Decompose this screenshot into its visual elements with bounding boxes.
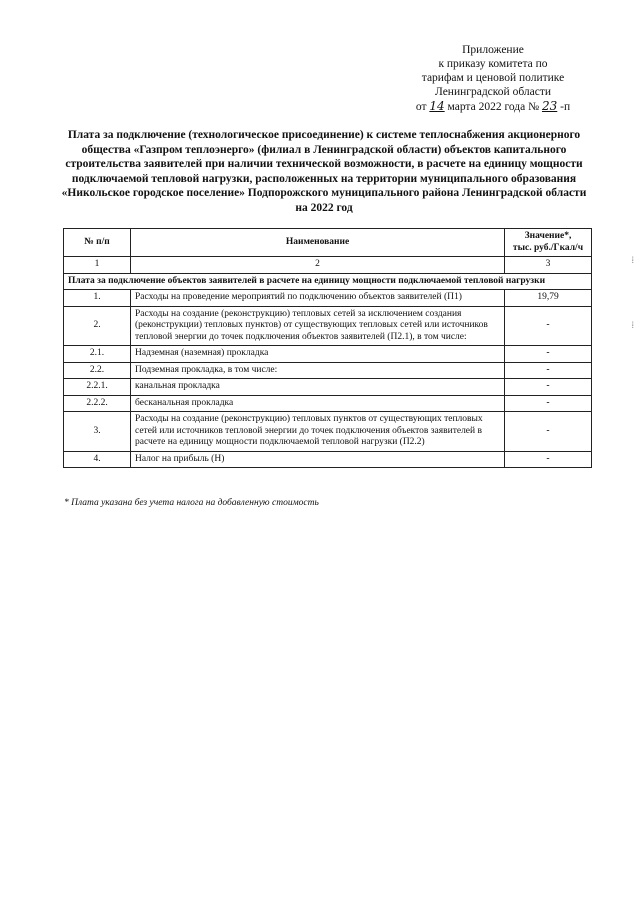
table-row [64, 451, 592, 468]
table-row [64, 362, 592, 379]
row-value: 19,79 [505, 290, 592, 307]
appendix-line: тарифам и ценовой политике [421, 72, 565, 84]
row-name: Расходы на создание (реконструкцию) тепловых пунктов от существующих тепловых сетей или источников тепловой энергии до точек подключения объектов заявителей в расчете на единицу мощности подключаемой тепловой нагрузки (П2.2) [131, 412, 505, 452]
row-value: - [505, 362, 592, 379]
table-row [64, 306, 592, 346]
row-value: - [505, 395, 592, 412]
section-title: Плата за подключение объектов заявителей в расчете на единицу мощности подключаемой тепловой нагрузки [64, 273, 592, 290]
table-row [64, 379, 592, 396]
row-name: бесканальная прокладка [131, 395, 505, 412]
column-number: 3 [505, 257, 592, 274]
row-name: канальная прокладка [131, 379, 505, 396]
row-num: 2.2.2. [64, 395, 131, 412]
footnote: * Плата указана без учета налога на добавленную стоимость [64, 498, 319, 508]
row-num: 2.1. [64, 346, 131, 363]
row-value: - [505, 412, 592, 452]
column-number-row [64, 257, 592, 274]
row-value: - [505, 346, 592, 363]
row-num: 2. [64, 306, 131, 346]
date-prefix: от [415, 101, 427, 113]
header-name: Наименование [131, 229, 505, 257]
table-row [64, 395, 592, 412]
row-name: Подземная прокладка, в том числе: [131, 362, 505, 379]
row-num: 3. [64, 412, 131, 452]
fee-table [63, 228, 592, 468]
table-row [64, 290, 592, 307]
table-header-row [64, 229, 592, 257]
document-title: Плата за подключение (технологическое присоединение) к системе теплоснабжения акционерного общества «Газпром теплоэнерго» (филиал в Ленинградской области) объектов капитального строительства заявителей при наличии технической возможности, в расчете на единицу мощности подключаемой тепловой нагрузки, расположенных на территории муниципального образования «Никольское городское поселение» Подпорожского муниципального района Ленинградской области на 2022 год [61, 129, 587, 214]
column-number: 1 [64, 257, 131, 274]
row-value: - [505, 379, 592, 396]
row-num: 4. [64, 451, 131, 468]
row-value: - [505, 451, 592, 468]
row-value: - [505, 306, 592, 346]
section-row [64, 273, 592, 290]
header-num: № п/п [64, 229, 131, 257]
order-number: 23 [541, 99, 558, 113]
appendix-header [378, 43, 608, 114]
column-number: 2 [131, 257, 505, 274]
scan-edge-mark: ⁞ [631, 320, 634, 330]
order-suffix: -п [560, 101, 571, 113]
row-name: Надземная (наземная) прокладка [131, 346, 505, 363]
date-mid: марта 2022 года № [447, 101, 540, 113]
row-name: Расходы на создание (реконструкцию) тепловых сетей за исключением создания (реконструкции) тепловых пунктов) от существующих тепловых сетей или источников тепловой энергии до точек подключения объектов заявителей (П2.1), в том числе: [131, 306, 505, 346]
row-name: Расходы на проведение мероприятий по подключению объектов заявителей (П1) [131, 290, 505, 307]
order-day: 14 [429, 99, 445, 113]
appendix-line: Приложение [462, 44, 524, 56]
order-date-line [378, 99, 608, 114]
row-num: 2.2.1. [64, 379, 131, 396]
scan-edge-mark: ⁞ [631, 255, 634, 265]
table-row [64, 346, 592, 363]
row-num: 2.2. [64, 362, 131, 379]
row-num: 1. [64, 290, 131, 307]
header-value-line2: тыс. руб./Гкал/ч [512, 242, 584, 253]
row-name: Налог на прибыль (Н) [131, 451, 505, 468]
appendix-line: к приказу комитета по [438, 58, 548, 70]
header-value [505, 229, 592, 257]
appendix-line: Ленинградской области [434, 86, 552, 98]
header-value-line1: Значение*, [524, 231, 572, 241]
table-row [64, 412, 592, 452]
